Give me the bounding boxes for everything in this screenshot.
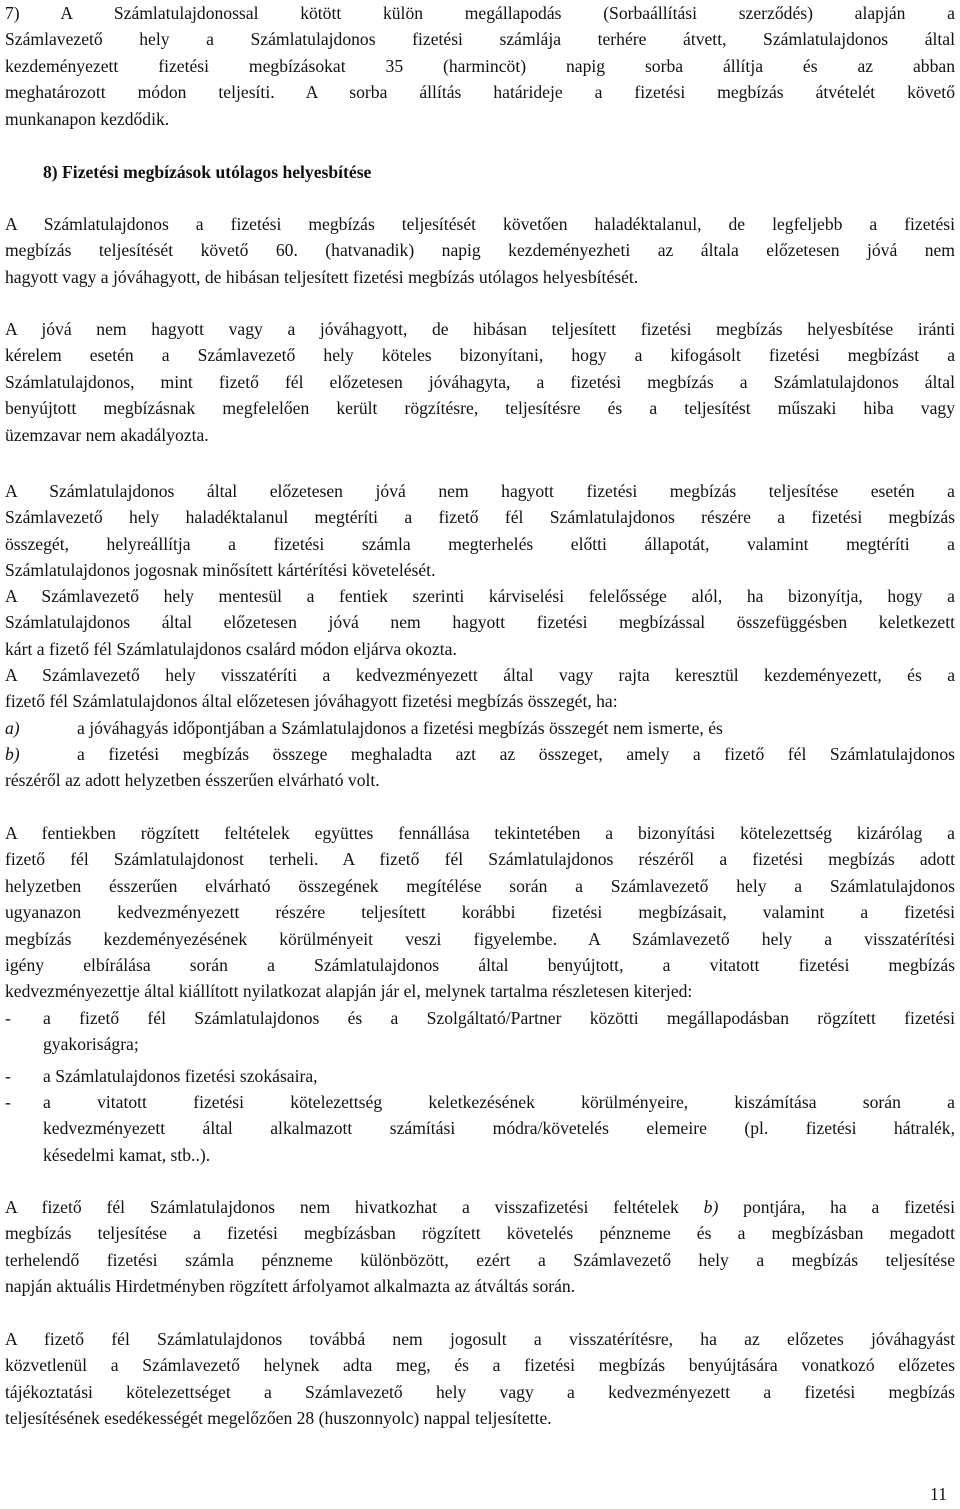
text-line: közvetlenül a Számlavezető helynek adta meg, és a fizetési megbízás benyújtására vonatkozó előzetes <box>5 1355 955 1376</box>
text-line: igény elbírálása során a Számlatulajdonos által benyújtott, a vitatott fizetési megbízás <box>5 955 955 976</box>
text-line: késedelmi kamat, stb..). <box>43 1144 211 1165</box>
text-line: kedvezményezett által alkalmazott számítási módra/követelés elemeire (pl. fizetési hátralék, <box>43 1118 955 1139</box>
list-label: a) <box>5 718 20 738</box>
text-line: benyújtott megbízásnak megfelelően került rögzítésre, teljesítésre és a teljesítést műszaki hiba vagy <box>5 398 955 419</box>
text-line: kezdeményezett fizetési megbízásokat 35 (harmincöt) napig sorba állítja és az abban <box>5 55 955 76</box>
list-item-text: a fizetési megbízás összege meghaladta azt az összeget, amely a fizető fél Számlatulajdonos <box>77 744 955 764</box>
text-line: ugyanazon kedvezményezett részére teljesített korábbi fizetési megbízásait, valamint a fizetési <box>5 902 955 923</box>
text-line: A fizető fél Számlatulajdonos továbbá nem jogosult a visszatérítésre, ha az előzetes jóváhagyást <box>5 1329 955 1349</box>
dash-marker: - <box>5 1092 11 1112</box>
text-line: a vitatott fizetési kötelezettség keletkezésének körülményeire, kiszámítása során a <box>43 1092 955 1112</box>
dash-list-item-1 <box>5 1005 955 1058</box>
reference-b: b) <box>703 1197 719 1217</box>
text-line: összegét, helyreállítja a fizetési számla megterhelés előtti állapotát, valamint megtéríti a <box>5 533 955 554</box>
text-line: Számlatulajdonos jogosnak minősített kártérítési követelését. <box>5 560 436 581</box>
text-line: teljesítésének esedékességét megelőzően 28 (huszonnyolc) nappal teljesítette. <box>5 1408 552 1429</box>
text-line: fizető fél Számlatulajdonost terheli. A fizető fél Számlatulajdonos részéről a fizetési megbízás adott <box>5 849 955 870</box>
text-line: terhelendő fizetési számla pénzneme különbözött, ezért a Számlavezető hely a megbízás teljesítése <box>5 1249 955 1270</box>
text-line: fizető fél Számlatulajdonos által előzetesen jóváhagyott fizetési megbízás összegét, ha: <box>5 691 618 712</box>
section-8-paragraph-6 <box>5 820 955 1005</box>
text-line: kárt a fizető fél Számlatulajdonos csalárd módon eljárva okozta. <box>5 638 457 659</box>
section-8-paragraph-4 <box>5 583 955 662</box>
text-fragment: A fizető fél Számlatulajdonos nem hivatkozhat a visszafizetési feltételek <box>5 1197 679 1217</box>
text-line: hagyott vagy a jóváhagyott, de hibásan teljesített fizetési megbízás utólagos helyesbítését. <box>5 266 639 287</box>
list-item-text: a jóváhagyás időpontjában a Számlatulajdonos a fizetési megbízás összegét nem ismerte, és <box>77 718 723 738</box>
text-line: A Számlavezető hely visszatéríti a kedvezményezett által vagy rajta keresztül kezdeményezett, és a <box>5 665 955 685</box>
text-line: megbízás teljesítését követő 60. (hatvanadik) napig kezdeményezheti az általa előzetesen jóvá nem <box>5 240 955 261</box>
text-line: meghatározott módon teljesíti. A sorba állítás határideje a fizetési megbízás átvételét követő <box>5 82 955 103</box>
dash-marker: - <box>5 1066 11 1086</box>
text-line: A jóvá nem hagyott vagy a jóváhagyott, de hibásan teljesített fizetési megbízás helyesbítése iránti <box>5 319 955 339</box>
list-item-b <box>5 741 955 794</box>
text-line: Számlavezető hely a Számlatulajdonos fizetési számlája terhére átvett, Számlatulajdonos által <box>5 29 955 50</box>
text-line: 7) A Számlatulajdonossal kötött külön megállapodás (Sorbaállítási szerződés) alapján a <box>5 3 955 23</box>
dash-list-item-3 <box>5 1089 955 1168</box>
text-line: napján aktuális Hirdetményben rögzített árfolyamot alkalmazta az átváltás során. <box>5 1276 576 1297</box>
text-line: gyakoriságra; <box>43 1034 139 1055</box>
list-item-text: részéről az adott helyzetben ésszerűen elvárható volt. <box>5 770 380 791</box>
text-line: A Számlatulajdonos a fizetési megbízás teljesítését követően haladéktalanul, de legfeljebb a fizetési <box>5 214 955 234</box>
dash-marker: - <box>5 1008 11 1028</box>
text-line: A fentiekben rögzített feltételek együttes fennállása tekintetében a bizonyítási kötelezettség kizárólag a <box>5 823 955 843</box>
text-line: megbízás kezdeményezésének körülményeit veszi figyelembe. A Számlavezető hely a visszatérítési <box>5 928 955 949</box>
dash-list-item-2 <box>5 1063 955 1089</box>
text-line: A Számlavezető hely mentesül a fentiek szerinti kárviselési felelőssége alól, ha bizonyítja, hogy a <box>5 586 955 606</box>
section-8-paragraph-3 <box>5 478 955 584</box>
section-8-paragraph-7 <box>5 1194 955 1300</box>
text-line: Számlavezető hely haladéktalanul megtéríti a fizető fél Számlatulajdonos részére a fizetési megbízás <box>5 507 955 528</box>
text-line: A Számlatulajdonos által előzetesen jóvá nem hagyott fizetési megbízás teljesítése esetén a <box>5 481 955 501</box>
text-line: Számlatulajdonos, mint fizető fél előzetesen jóváhagyta, a fizetési megbízás a Számlatulajdonos által <box>5 371 955 392</box>
section-7-paragraph <box>5 0 955 132</box>
text-fragment: pontjára, ha a fizetési <box>743 1197 956 1217</box>
page-number: 11 <box>930 1484 947 1504</box>
text-line: helyzetben ésszerűen elvárható összegének megítélése során a Számlavezető hely a Számlatulajdonos <box>5 875 955 896</box>
text-line: kérelem esetén a Számlavezető hely köteles bizonyítani, hogy a kifogásolt fizetési megbízást a <box>5 345 955 366</box>
list-label: b) <box>5 744 20 764</box>
text-line: kedvezményezettje által kiállított nyilatkozat alapján jár el, melynek tartalma részletesen kiterjed: <box>5 981 693 1002</box>
text-line: a fizető fél Számlatulajdonos és a Szolgáltató/Partner közötti megállapodásban rögzített fizetési <box>43 1008 955 1028</box>
section-8-paragraph-1 <box>5 211 955 290</box>
section-8-paragraph-5 <box>5 662 955 715</box>
text-line: munkanapon kezdődik. <box>5 108 170 129</box>
text-line: üzemzavar nem akadályozta. <box>5 424 209 445</box>
text-line: a Számlatulajdonos fizetési szokásaira, <box>43 1066 318 1086</box>
text-line <box>5 1194 955 1220</box>
text-line: tájékoztatási kötelezettséget a Számlavezető hely vagy a kedvezményezett a fizetési megbízás <box>5 1381 955 1402</box>
text-line: Számlatulajdonos által előzetesen jóvá nem hagyott fizetési megbízással összefüggésben keletkezett <box>5 612 955 633</box>
section-8-paragraph-2 <box>5 316 955 448</box>
list-item-a <box>5 715 955 741</box>
section-8-paragraph-8 <box>5 1326 955 1432</box>
text-line: megbízás teljesítése a fizetési megbízásban rögzített követelés pénzneme és a megbízásban megadott <box>5 1223 955 1244</box>
section-8-heading: 8) Fizetési megbízások utólagos helyesbítése <box>43 162 372 182</box>
